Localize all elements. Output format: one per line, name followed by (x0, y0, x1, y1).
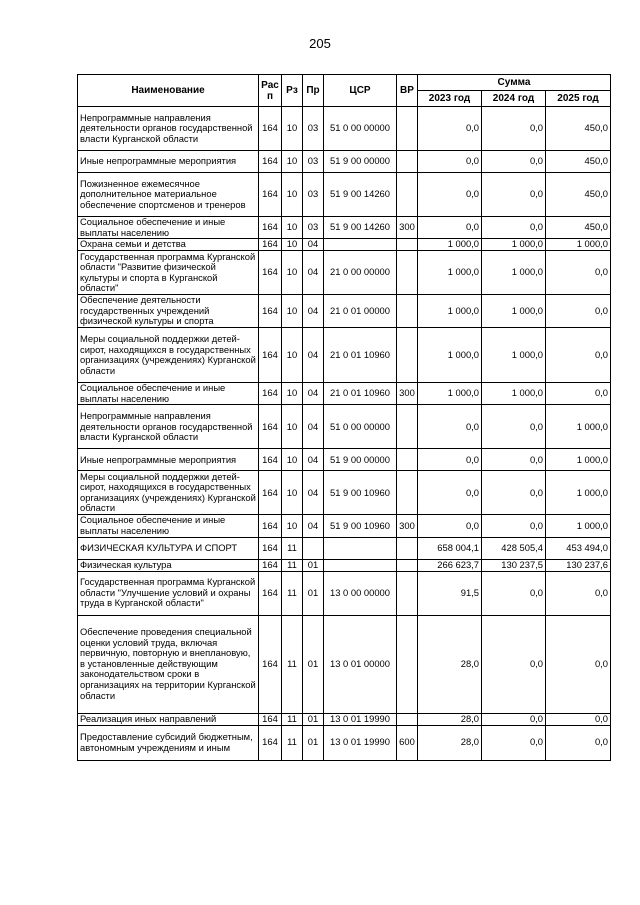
row-csr: 51 9 00 10960 (324, 515, 397, 537)
row-pr: 03 (303, 217, 324, 239)
row-2024: 1 000,0 (482, 239, 546, 251)
row-2023: 0,0 (418, 449, 482, 471)
row-name: Пожизненное ежемесячное дополнительное материальное обеспечение спортсменов и тренеров (78, 173, 259, 217)
row-csr: 51 9 00 00000 (324, 151, 397, 173)
row-csr: 51 9 00 14260 (324, 217, 397, 239)
row-2025: 450,0 (546, 107, 611, 151)
row-2023: 28,0 (418, 713, 482, 725)
row-csr: 51 9 00 00000 (324, 449, 397, 471)
row-vr (397, 239, 418, 251)
row-pr: 01 (303, 571, 324, 615)
row-ras: 164 (259, 217, 282, 239)
row-csr (324, 559, 397, 571)
row-name: Непрограммные направления деятельности органов государственной власти Курганской области (78, 107, 259, 151)
row-ras: 164 (259, 107, 282, 151)
row-rz: 11 (282, 615, 303, 713)
row-2024: 0,0 (482, 107, 546, 151)
row-pr (303, 537, 324, 559)
row-vr: 300 (397, 515, 418, 537)
row-rz: 10 (282, 328, 303, 383)
header-ras: Рас п (259, 75, 282, 107)
row-csr: 51 0 00 00000 (324, 107, 397, 151)
row-2024: 0,0 (482, 173, 546, 217)
row-2023: 266 623,7 (418, 559, 482, 571)
row-2025: 0,0 (546, 571, 611, 615)
page-number: 205 (309, 36, 331, 51)
row-rz: 10 (282, 173, 303, 217)
row-2024: 1 000,0 (482, 383, 546, 405)
row-rz: 10 (282, 251, 303, 295)
row-2025: 0,0 (546, 725, 611, 760)
row-2024: 0,0 (482, 725, 546, 760)
row-ras: 164 (259, 713, 282, 725)
row-ras: 164 (259, 173, 282, 217)
row-2025: 0,0 (546, 713, 611, 725)
row-2023: 1 000,0 (418, 328, 482, 383)
row-2023: 0,0 (418, 405, 482, 449)
row-name: Меры социальной поддержки детей-сирот, находящихся в государственных организациях (учреждениях) Курганской области (78, 328, 259, 383)
row-ras: 164 (259, 239, 282, 251)
row-vr (397, 537, 418, 559)
header-pr: Пр (303, 75, 324, 107)
table-row (78, 559, 611, 571)
header-sum: Сумма (418, 75, 611, 91)
row-ras: 164 (259, 615, 282, 713)
row-2023: 1 000,0 (418, 251, 482, 295)
table-body (78, 107, 611, 761)
row-ras: 164 (259, 449, 282, 471)
row-rz: 10 (282, 151, 303, 173)
row-2024: 1 000,0 (482, 251, 546, 295)
row-2024: 0,0 (482, 405, 546, 449)
row-2025: 450,0 (546, 217, 611, 239)
row-vr (397, 559, 418, 571)
row-ras: 164 (259, 383, 282, 405)
row-2025: 1 000,0 (546, 471, 611, 515)
row-vr (397, 449, 418, 471)
row-rz: 11 (282, 713, 303, 725)
header-rz: Рз (282, 75, 303, 107)
row-rz: 10 (282, 471, 303, 515)
row-rz: 10 (282, 107, 303, 151)
row-name: Государственная программа Курганской области "Улучшение условий и охраны труда в Курганской области" (78, 571, 259, 615)
row-pr: 04 (303, 405, 324, 449)
row-2023: 1 000,0 (418, 239, 482, 251)
row-ras: 164 (259, 515, 282, 537)
row-vr (397, 328, 418, 383)
table-row (78, 449, 611, 471)
row-vr (397, 405, 418, 449)
row-name: Охрана семьи и детства (78, 239, 259, 251)
row-pr: 04 (303, 239, 324, 251)
row-2024: 428 505,4 (482, 537, 546, 559)
row-name: Обеспечение проведения специальной оценки условий труда, включая первичную, повторную и внеплановую, в установленные действующим законодательством сроки в организациях на территории Курганской области (78, 615, 259, 713)
row-pr: 04 (303, 515, 324, 537)
row-pr: 01 (303, 725, 324, 760)
row-vr: 300 (397, 217, 418, 239)
row-ras: 164 (259, 251, 282, 295)
row-ras: 164 (259, 328, 282, 383)
row-name: Обеспечение деятельности государственных учреждений физической культуры и спорта (78, 295, 259, 328)
row-2025: 453 494,0 (546, 537, 611, 559)
row-name: Социальное обеспечение и иные выплаты населению (78, 383, 259, 405)
row-2025: 0,0 (546, 615, 611, 713)
row-name: Непрограммные направления деятельности органов государственной власти Курганской области (78, 405, 259, 449)
row-2025: 0,0 (546, 251, 611, 295)
row-pr: 04 (303, 449, 324, 471)
table-row (78, 725, 611, 760)
row-rz: 11 (282, 559, 303, 571)
row-2025: 130 237,6 (546, 559, 611, 571)
table-row (78, 713, 611, 725)
row-2024: 0,0 (482, 615, 546, 713)
row-2023: 0,0 (418, 515, 482, 537)
header-2024: 2024 год (482, 91, 546, 107)
row-2023: 0,0 (418, 217, 482, 239)
row-ras: 164 (259, 571, 282, 615)
row-2024: 0,0 (482, 515, 546, 537)
row-rz: 10 (282, 405, 303, 449)
table-row (78, 537, 611, 559)
row-name: Социальное обеспечение и иные выплаты населению (78, 515, 259, 537)
row-2023: 28,0 (418, 615, 482, 713)
row-vr: 600 (397, 725, 418, 760)
row-2025: 1 000,0 (546, 449, 611, 471)
table-row (78, 471, 611, 515)
row-2024: 1 000,0 (482, 295, 546, 328)
row-vr (397, 107, 418, 151)
row-vr: 300 (397, 383, 418, 405)
row-2024: 0,0 (482, 571, 546, 615)
row-2025: 0,0 (546, 295, 611, 328)
row-2025: 1 000,0 (546, 515, 611, 537)
row-2025: 0,0 (546, 383, 611, 405)
row-csr: 21 0 01 00000 (324, 295, 397, 328)
table-row (78, 571, 611, 615)
row-name: Физическая культура (78, 559, 259, 571)
row-ras: 164 (259, 471, 282, 515)
row-2024: 0,0 (482, 713, 546, 725)
row-2023: 1 000,0 (418, 295, 482, 328)
row-pr: 04 (303, 328, 324, 383)
row-pr: 04 (303, 295, 324, 328)
row-vr (397, 151, 418, 173)
row-rz: 10 (282, 239, 303, 251)
row-ras: 164 (259, 405, 282, 449)
row-ras: 164 (259, 537, 282, 559)
header-2025: 2025 год (546, 91, 611, 107)
row-rz: 10 (282, 295, 303, 328)
row-name: Предоставление субсидий бюджетным, автономным учреждениям и иным (78, 725, 259, 760)
row-csr: 51 9 00 10960 (324, 471, 397, 515)
row-vr (397, 471, 418, 515)
table-row (78, 515, 611, 537)
row-ras: 164 (259, 151, 282, 173)
row-pr: 01 (303, 559, 324, 571)
row-name: Социальное обеспечение и иные выплаты населению (78, 217, 259, 239)
row-csr: 51 9 00 14260 (324, 173, 397, 217)
row-rz: 10 (282, 515, 303, 537)
row-pr: 04 (303, 383, 324, 405)
table-row (78, 383, 611, 405)
row-2024: 1 000,0 (482, 328, 546, 383)
row-csr: 21 0 01 10960 (324, 328, 397, 383)
row-name: Меры социальной поддержки детей-сирот, находящихся в государственных организациях (учреждениях) Курганской области (78, 471, 259, 515)
row-vr (397, 713, 418, 725)
row-pr: 03 (303, 173, 324, 217)
table-row (78, 328, 611, 383)
row-2023: 0,0 (418, 151, 482, 173)
table-row (78, 173, 611, 217)
row-csr: 13 0 01 00000 (324, 615, 397, 713)
row-rz: 10 (282, 449, 303, 471)
row-pr: 01 (303, 713, 324, 725)
row-2023: 0,0 (418, 173, 482, 217)
row-csr: 21 0 00 00000 (324, 251, 397, 295)
row-pr: 04 (303, 251, 324, 295)
row-2023: 658 004,1 (418, 537, 482, 559)
row-name: Реализация иных направлений (78, 713, 259, 725)
row-vr (397, 251, 418, 295)
row-rz: 11 (282, 725, 303, 760)
header-2023: 2023 год (418, 91, 482, 107)
row-csr: 21 0 01 10960 (324, 383, 397, 405)
row-pr: 03 (303, 151, 324, 173)
table-row (78, 295, 611, 328)
row-2023: 0,0 (418, 471, 482, 515)
row-2024: 0,0 (482, 471, 546, 515)
row-csr: 51 0 00 00000 (324, 405, 397, 449)
row-2024: 0,0 (482, 151, 546, 173)
table-row (78, 151, 611, 173)
row-2025: 450,0 (546, 151, 611, 173)
table-row (78, 217, 611, 239)
row-2023: 91,5 (418, 571, 482, 615)
row-pr: 03 (303, 107, 324, 151)
row-ras: 164 (259, 725, 282, 760)
row-2023: 1 000,0 (418, 383, 482, 405)
row-csr: 13 0 00 00000 (324, 571, 397, 615)
row-2023: 0,0 (418, 107, 482, 151)
row-name: Государственная программа Курганской области "Развитие физической культуры и спорта в Курганской области" (78, 251, 259, 295)
row-name: ФИЗИЧЕСКАЯ КУЛЬТУРА И СПОРТ (78, 537, 259, 559)
table-row (78, 239, 611, 251)
table-row (78, 615, 611, 713)
row-2024: 0,0 (482, 217, 546, 239)
row-2025: 450,0 (546, 173, 611, 217)
row-vr (397, 571, 418, 615)
table-row (78, 251, 611, 295)
budget-table (77, 74, 611, 761)
row-name: Иные непрограммные мероприятия (78, 449, 259, 471)
row-rz: 10 (282, 383, 303, 405)
row-ras: 164 (259, 295, 282, 328)
row-2025: 1 000,0 (546, 405, 611, 449)
row-rz: 11 (282, 537, 303, 559)
table-row (78, 405, 611, 449)
row-csr: 13 0 01 19990 (324, 725, 397, 760)
row-name: Иные непрограммные мероприятия (78, 151, 259, 173)
row-2025: 1 000,0 (546, 239, 611, 251)
row-csr: 13 0 01 19990 (324, 713, 397, 725)
header-csr: ЦСР (324, 75, 397, 107)
row-2024: 130 237,5 (482, 559, 546, 571)
row-csr (324, 537, 397, 559)
row-rz: 11 (282, 571, 303, 615)
table-row (78, 107, 611, 151)
row-vr (397, 615, 418, 713)
row-2025: 0,0 (546, 328, 611, 383)
row-csr (324, 239, 397, 251)
row-2024: 0,0 (482, 449, 546, 471)
header-name: Наименование (78, 75, 259, 107)
row-vr (397, 295, 418, 328)
header-vr: ВР (397, 75, 418, 107)
row-vr (397, 173, 418, 217)
row-ras: 164 (259, 559, 282, 571)
row-pr: 04 (303, 471, 324, 515)
row-2023: 28,0 (418, 725, 482, 760)
row-pr: 01 (303, 615, 324, 713)
row-rz: 10 (282, 217, 303, 239)
